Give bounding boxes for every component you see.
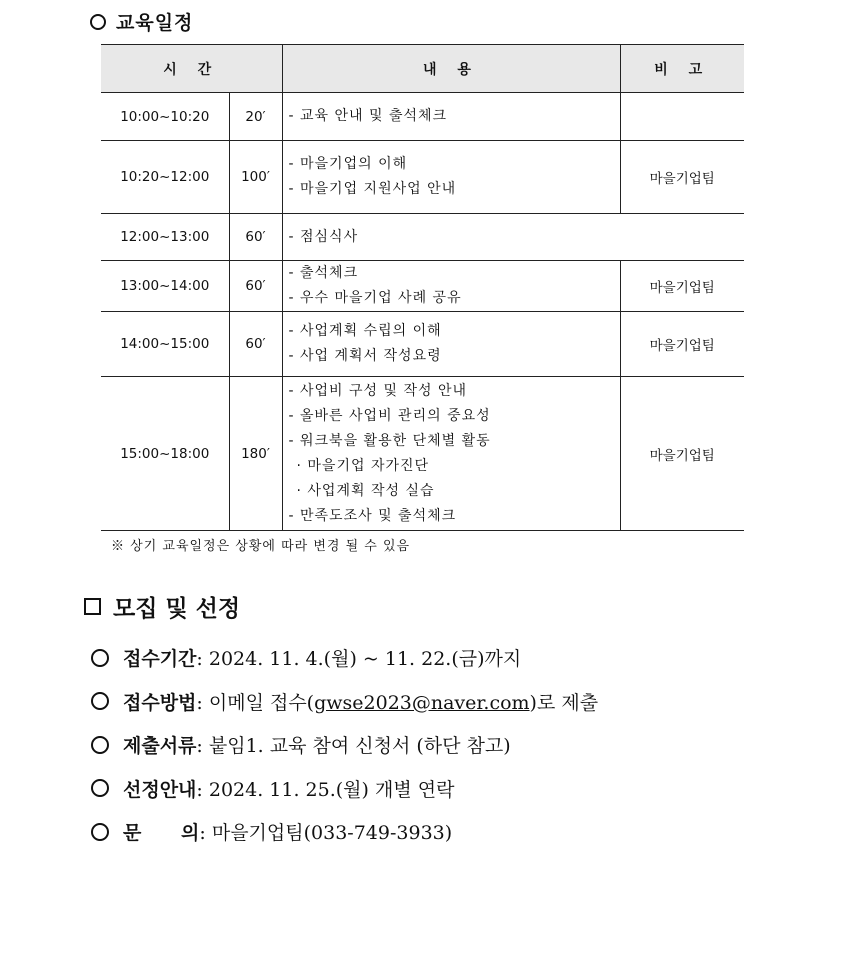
item-value: : 2024. 11. 4.(월) ~ 11. 22.(금)까지 [196,648,522,671]
circle-bullet-icon [91,779,109,797]
recruit-item-inquiry [91,810,598,854]
content-line: - 우수 마을기업 사례 공유 [288,290,462,306]
row-note: 마을기업팀 [620,261,744,312]
row-content [282,214,744,261]
item-label: 선정안내 [123,778,197,801]
circle-bullet-icon [91,736,109,754]
schedule-heading [90,8,193,35]
row-content [282,141,620,214]
content-line: - 올바른 사업비 관리의 중요성 [288,407,491,424]
circle-bullet-icon [91,692,109,710]
row-duration: 180′ [229,377,282,531]
table-header-row [101,45,744,93]
content-line: - 워크북을 활용한 단체별 활동 [288,432,491,449]
circle-bullet-icon [90,14,106,30]
table-row [101,377,744,531]
content-line: - 사업계획 수립의 이해 [288,323,442,339]
table-row [101,214,744,261]
schedule-table [101,44,744,531]
item-label: 접수방법 [123,691,197,714]
row-duration: 100′ [229,141,282,214]
row-time: 10:20~12:00 [101,141,229,214]
row-note [620,93,744,141]
recruit-title-text: 모집 및 선정 [113,596,241,622]
item-value [196,688,598,715]
circle-bullet-icon [91,649,109,667]
recruit-item-documents [91,723,598,767]
item-label: 문 의 [123,822,200,845]
content-line: - 출석체크 [288,265,359,281]
row-content [282,312,620,377]
item-value: : 붙임1. 교육 참여 신청서 (하단 참고) [196,735,511,758]
content-line: - 교육 안내 및 출석체크 [288,108,448,124]
recruit-section-title [84,590,240,623]
table-row [101,261,744,312]
row-time: 15:00~18:00 [101,377,229,531]
content-line: - 점심식사 [288,228,359,245]
item-value: : 마을기업팀(033-749-3933) [199,822,453,845]
row-time: 12:00~13:00 [101,214,229,261]
row-content [282,261,620,312]
recruit-item-selection [91,767,598,811]
row-duration: 60′ [229,214,282,261]
footnote: ※ 상기 교육일정은 상황에 따라 변경 될 수 있음 [111,539,411,554]
row-duration: 60′ [229,261,282,312]
header-content: 내 용 [282,45,620,93]
value-prefix: : 이메일 접수( [196,691,315,714]
value-suffix: )로 제출 [529,691,599,714]
content-line: - 마을기업 지원사업 안내 [288,181,457,197]
row-time: 13:00~14:00 [101,261,229,312]
row-duration: 60′ [229,312,282,377]
recruit-item-period [91,636,598,680]
content-line: - 만족도조사 및 출석체크 [288,507,457,524]
row-duration: 20′ [229,93,282,141]
row-time: 14:00~15:00 [101,312,229,377]
header-time: 시 간 [101,45,282,93]
schedule-heading-text: 교육일정 [116,12,194,34]
row-content [282,93,620,141]
content-subline: · 마을기업 자가진단 [296,457,430,474]
content-line: - 마을기업의 이해 [288,156,408,172]
item-label: 제출서류 [123,735,197,758]
content-line: - 사업비 구성 및 작성 안내 [288,382,468,399]
item-label: 접수기간 [123,648,197,671]
recruit-items [91,636,598,854]
square-bullet-icon [84,598,101,615]
content-subline: · 사업계획 작성 실습 [296,482,435,499]
row-time: 10:00~10:20 [101,93,229,141]
row-note: 마을기업팀 [620,141,744,214]
table-row [101,93,744,141]
content-line: - 사업 계획서 작성요령 [288,348,442,364]
email-link[interactable]: gwse2023@naver.com [314,691,530,714]
header-note: 비 고 [620,45,744,93]
recruit-item-method [91,680,598,724]
circle-bullet-icon [91,823,109,841]
row-note: 마을기업팀 [620,377,744,531]
row-note: 마을기업팀 [620,312,744,377]
table-row [101,141,744,214]
row-content [282,377,620,531]
item-value: : 2024. 11. 25.(월) 개별 연락 [196,778,455,801]
table-row [101,312,744,377]
